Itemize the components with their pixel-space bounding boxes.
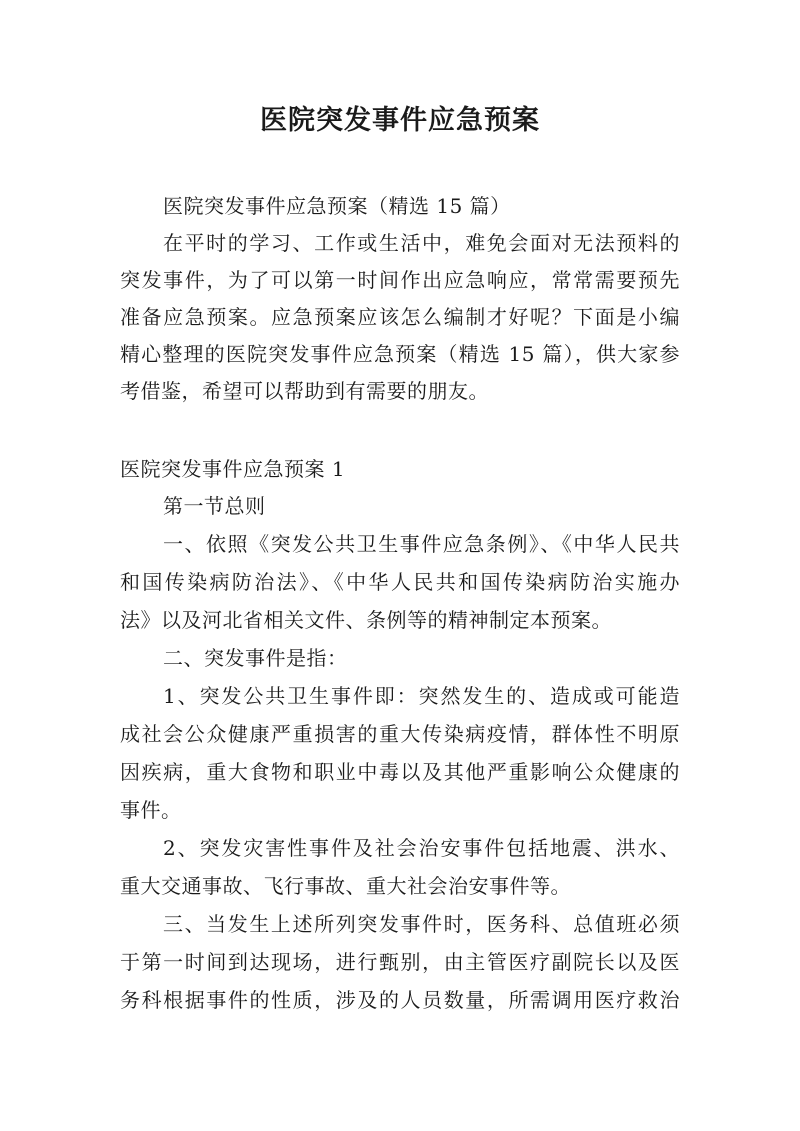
paragraph-line: 重大交通事故、飞行事故、重大社会治安事件等。 [120, 874, 571, 898]
subtitle-line: 医院突发事件应急预案（精选 15 篇） [163, 194, 511, 218]
paragraph-line: 于第一时间到达现场，进行甄别，由主管医疗副院长以及医 [120, 950, 680, 974]
paragraph-line: 2、突发灾害性事件及社会治安事件包括地震、洪水、 [163, 836, 680, 860]
paragraph-line: 事件。 [120, 798, 182, 822]
paragraph-line: 一、依照《突发公共卫生事件应急条例》、《中华人民共 [163, 532, 680, 556]
paragraph-line: 和国传染病防治法》、《中华人民共和国传染病防治实施办 [120, 570, 680, 594]
document-title: 医院突发事件应急预案 [260, 105, 540, 136]
paragraph-line: 成社会公众健康严重损害的重大传染病疫情，群体性不明原 [120, 722, 680, 746]
paragraph-line: 精心整理的医院突发事件应急预案（精选 15 篇），供大家参 [120, 342, 680, 366]
section-heading: 医院突发事件应急预案 1 [120, 457, 346, 481]
paragraph-line: 因疾病，重大食物和职业中毒以及其他严重影响公众健康的 [120, 760, 680, 784]
paragraph-line: 务科根据事件的性质，涉及的人员数量，所需调用医疗救治 [120, 988, 680, 1012]
paragraph-line: 考借鉴，希望可以帮助到有需要的朋友。 [120, 379, 489, 403]
section-subheading: 第一节总则 [163, 494, 266, 518]
paragraph-line: 准备应急预案。应急预案应该怎么编制才好呢？下面是小编 [120, 305, 680, 329]
paragraph-line: 三、当发生上述所列突发事件时，医务科、总值班必须 [163, 912, 680, 936]
paragraph-line: 1、突发公共卫生事件即：突然发生的、造成或可能造 [163, 684, 680, 708]
paragraph-line: 二、突发事件是指： [163, 646, 348, 670]
paragraph-line: 在平时的学习、工作或生活中，难免会面对无法预料的 [163, 231, 680, 255]
paragraph-line: 法》以及河北省相关文件、条例等的精神制定本预案。 [120, 608, 612, 632]
paragraph-line: 突发事件，为了可以第一时间作出应急响应，常常需要预先 [120, 268, 680, 292]
